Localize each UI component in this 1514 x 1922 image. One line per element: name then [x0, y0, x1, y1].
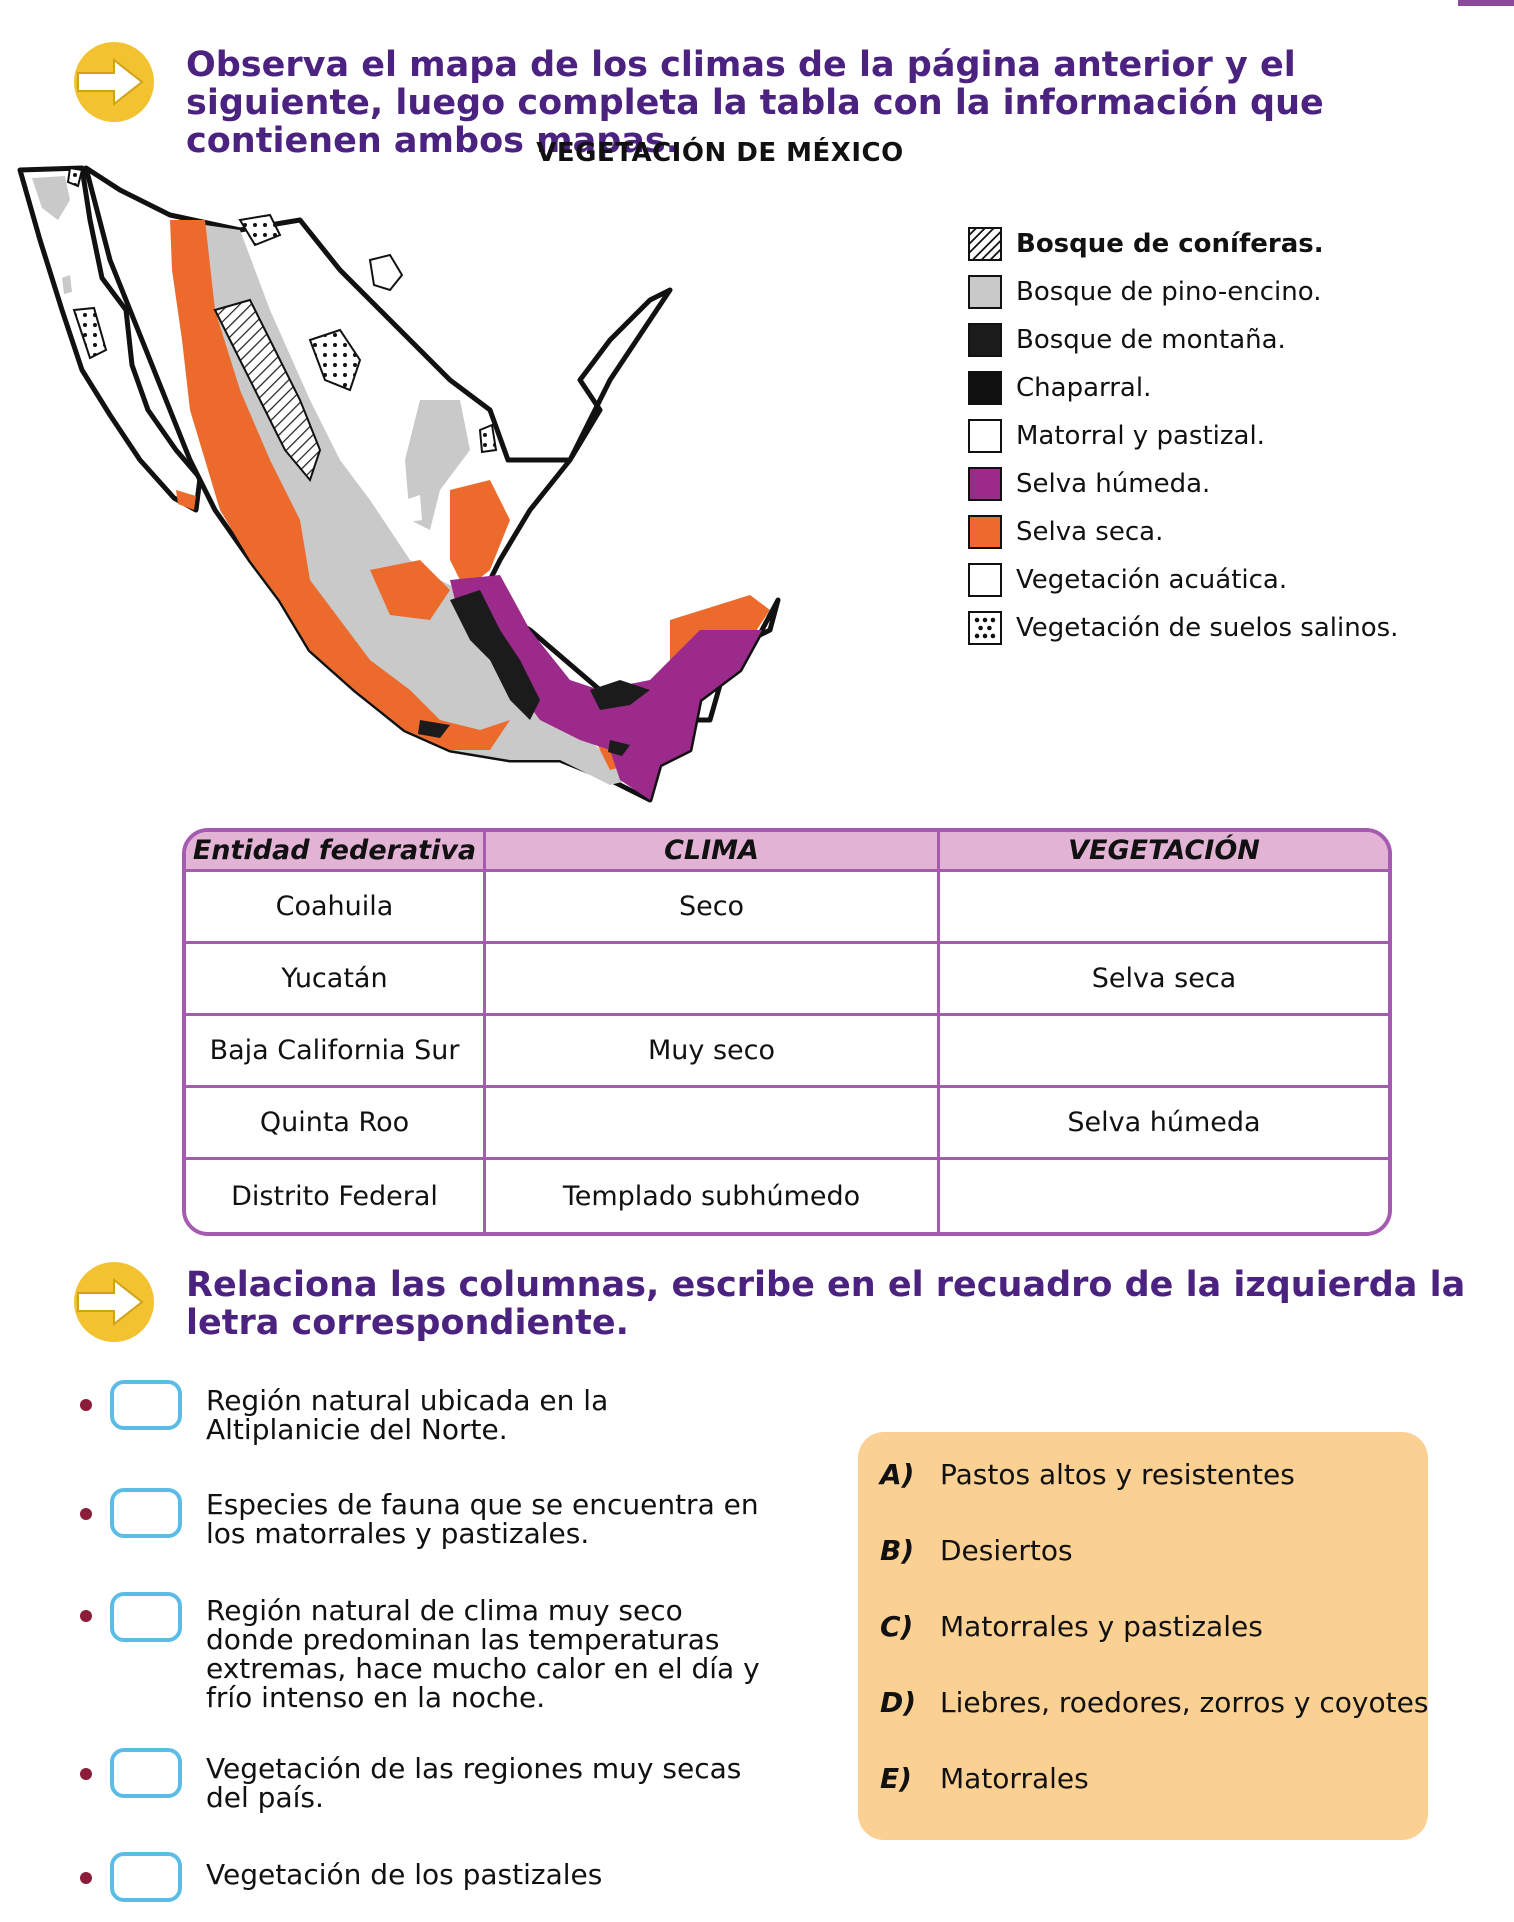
table-cell-vegetation[interactable]: Selva seca — [940, 944, 1388, 1016]
answer-box[interactable] — [110, 1748, 182, 1798]
dotted-swatch-icon — [968, 611, 1002, 645]
legend-item-aquatic — [968, 556, 1488, 604]
legend-label: Chaparral. — [1016, 373, 1152, 403]
table-cell-climate[interactable]: Muy seco — [486, 1016, 940, 1088]
gray-swatch-icon — [968, 275, 1002, 309]
options-box — [858, 1432, 1428, 1840]
table-cell-entity: Coahuila — [186, 872, 486, 944]
legend-item-dry-forest — [968, 508, 1488, 556]
option-text: Matorrales — [940, 1762, 1089, 1795]
legend-item-humid-forest — [968, 460, 1488, 508]
climate-vegetation-table — [182, 828, 1392, 1236]
legend-label: Selva seca. — [1016, 517, 1164, 547]
table-cell-climate[interactable] — [486, 944, 940, 1016]
table-cell-vegetation[interactable]: Selva húmeda — [940, 1088, 1388, 1160]
option-letter: E) — [880, 1762, 912, 1795]
answer-box[interactable] — [110, 1592, 182, 1642]
orange-swatch-icon — [968, 515, 1002, 549]
table-cell-climate[interactable]: Templado subhúmedo — [486, 1160, 940, 1232]
legend-label: Matorral y pastizal. — [1016, 421, 1265, 451]
vegetation-map — [10, 160, 970, 810]
table-cell-vegetation[interactable] — [940, 1160, 1388, 1232]
map-title: VEGETACIÓN DE MÉXICO — [536, 138, 904, 168]
match-statement: Región natural de clima muy seco donde predominan las temperaturas extremas, hace mucho calor en el día y frío intenso en la noche. — [206, 1594, 760, 1714]
legend-label: Bosque de pino-encino. — [1016, 277, 1322, 307]
legend-item-chaparral — [968, 364, 1488, 412]
table-cell-entity: Quinta Roo — [186, 1088, 486, 1160]
hatched-swatch-icon — [968, 227, 1002, 261]
arrow-right-icon — [72, 1260, 156, 1344]
answer-box[interactable] — [110, 1852, 182, 1902]
match-statement: Especies de fauna que se encuentra en los matorrales y pastizales. — [206, 1488, 759, 1550]
answer-box[interactable] — [110, 1488, 182, 1538]
legend-item-coniferous — [968, 220, 1488, 268]
bullet-icon — [80, 1768, 92, 1780]
table-cell-entity: Yucatán — [186, 944, 486, 1016]
match-statement: Vegetación de los pastizales — [206, 1858, 603, 1891]
legend-item-mountain — [968, 316, 1488, 364]
table-cell-climate[interactable]: Seco — [486, 872, 940, 944]
option-text: Liebres, roedores, zorros y coyotes — [940, 1686, 1429, 1719]
match-statement: Región natural ubicada en la Altiplanicie del Norte. — [206, 1384, 609, 1446]
option-text: Pastos altos y resistentes — [940, 1458, 1295, 1491]
black-swatch-icon — [968, 323, 1002, 357]
instruction-heading-1: Observa el mapa de los climas de la página anterior y el siguiente, luego completa la tabla con la información que contienen ambos mapas. — [186, 45, 1324, 161]
option-letter: D) — [880, 1686, 917, 1719]
page-corner-tab — [1458, 0, 1514, 6]
option-b — [880, 1534, 1073, 1567]
answer-box[interactable] — [110, 1380, 182, 1430]
map-legend — [968, 220, 1488, 652]
option-text: Matorrales y pastizales — [940, 1610, 1263, 1643]
table-cell-entity: Baja California Sur — [186, 1016, 486, 1088]
legend-label: Bosque de montaña. — [1016, 325, 1286, 355]
table-header-entity: Entidad federativa — [186, 832, 486, 872]
legend-label: Vegetación de suelos salinos. — [1016, 613, 1399, 643]
arrow-right-icon — [72, 40, 156, 124]
bullet-icon — [80, 1508, 92, 1520]
option-letter: C) — [880, 1610, 914, 1643]
option-letter: A) — [880, 1458, 915, 1491]
purple-swatch-icon — [968, 467, 1002, 501]
option-e — [880, 1762, 1089, 1795]
option-d — [880, 1686, 1428, 1719]
legend-label: Bosque de coníferas. — [1016, 229, 1324, 259]
instruction-heading-2: Relaciona las columnas, escribe en el recuadro de la izquierda la letra correspondiente. — [186, 1265, 1466, 1343]
legend-label: Selva húmeda. — [1016, 469, 1211, 499]
table-cell-entity: Distrito Federal — [186, 1160, 486, 1232]
table-cell-climate[interactable] — [486, 1088, 940, 1160]
bullet-icon — [80, 1610, 92, 1622]
legend-item-pine-oak — [968, 268, 1488, 316]
white-swatch-icon — [968, 563, 1002, 597]
option-a — [880, 1458, 1295, 1491]
legend-item-saline — [968, 604, 1488, 652]
table-cell-vegetation[interactable] — [940, 1016, 1388, 1088]
match-statement: Vegetación de las regiones muy secas del país. — [206, 1752, 742, 1814]
table-header-climate: CLIMA — [486, 832, 940, 872]
option-letter: B) — [880, 1534, 915, 1567]
white-swatch-icon — [968, 419, 1002, 453]
option-text: Desiertos — [940, 1534, 1073, 1567]
bullet-icon — [80, 1872, 92, 1884]
legend-label: Vegetación acuática. — [1016, 565, 1288, 595]
table-header-vegetation: VEGETACIÓN — [940, 832, 1388, 872]
bullet-icon — [80, 1399, 92, 1411]
table-cell-vegetation[interactable] — [940, 872, 1388, 944]
legend-item-scrub-grassland — [968, 412, 1488, 460]
black-swatch-icon — [968, 371, 1002, 405]
option-c — [880, 1610, 1263, 1643]
